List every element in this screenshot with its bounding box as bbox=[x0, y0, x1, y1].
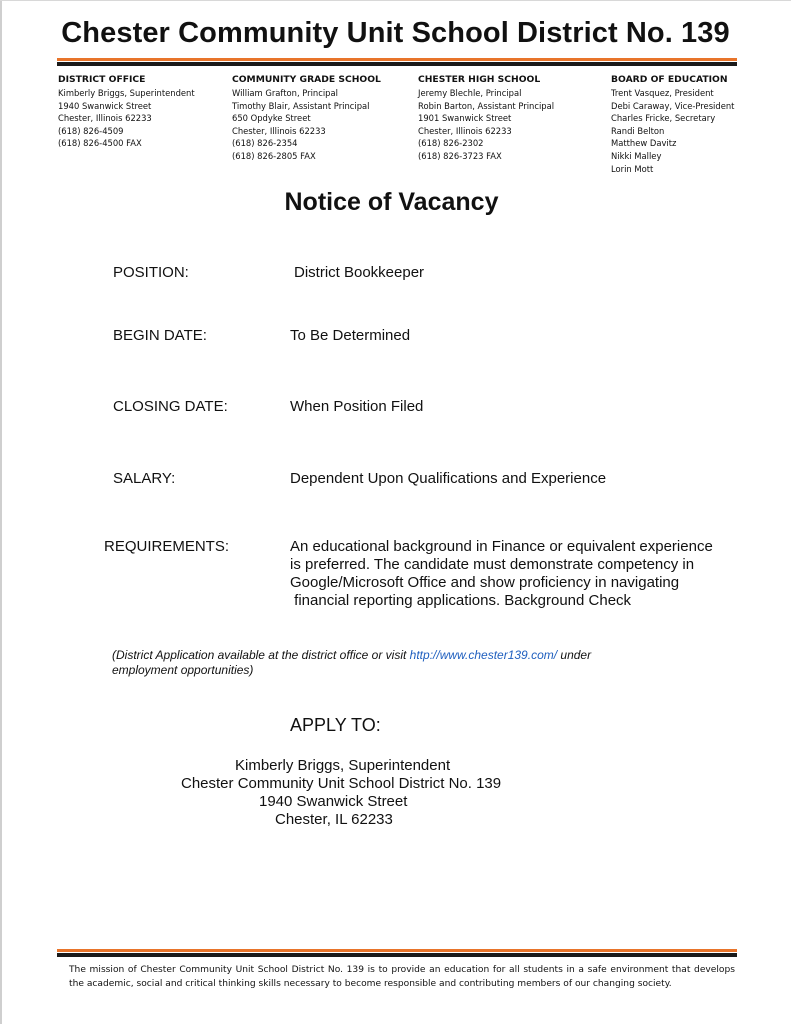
column-heading: DISTRICT OFFICE bbox=[58, 74, 146, 85]
note-line-2: employment opportunities) bbox=[112, 663, 254, 677]
column-line: Randi Belton bbox=[611, 125, 665, 136]
column-line: (618) 826-2354 bbox=[232, 138, 298, 149]
column-line: (618) 826-2302 bbox=[418, 138, 484, 149]
column-line: Kimberly Briggs, Superintendent bbox=[58, 88, 195, 98]
column-line: (618) 826-2805 FAX bbox=[232, 150, 316, 161]
apply-to-heading: APPLY TO: bbox=[290, 715, 381, 735]
column-heading: COMMUNITY GRADE SCHOOL bbox=[232, 74, 381, 85]
page-left-edge bbox=[0, 0, 2, 1024]
column-line: Chester, Illinois 62233 bbox=[58, 113, 152, 124]
position-value: District Bookkeeper bbox=[294, 264, 425, 281]
column-heading: BOARD OF EDUCATION bbox=[611, 74, 728, 85]
requirements-line: is preferred. The candidate must demonstrate competency in bbox=[290, 556, 695, 573]
column-line: 650 Opdyke Street bbox=[232, 113, 311, 124]
column-line: Charles Fricke, Secretary bbox=[611, 113, 716, 124]
column-line: Jeremy Blechle, Principal bbox=[418, 88, 522, 98]
column-line: (618) 826-4509 bbox=[58, 125, 124, 136]
apply-city: Chester, IL 62233 bbox=[275, 811, 393, 828]
apply-organization: Chester Community Unit School District No. 139 bbox=[181, 775, 502, 792]
requirements-line: An educational background in Finance or equivalent experience bbox=[290, 538, 713, 555]
district-office-column bbox=[58, 73, 195, 150]
closing-date-label: CLOSING DATE: bbox=[113, 398, 228, 415]
closing-date-value: When Position Filed bbox=[290, 398, 424, 415]
column-line: (618) 826-3723 FAX bbox=[418, 150, 502, 161]
position-label: POSITION: bbox=[113, 264, 189, 281]
column-line: Chester, Illinois 62233 bbox=[418, 125, 512, 136]
requirements-line: financial reporting applications. Background Check bbox=[290, 592, 632, 609]
column-line: William Grafton, Principal bbox=[232, 88, 338, 98]
begin-date-label: BEGIN DATE: bbox=[113, 327, 207, 344]
salary-value: Dependent Upon Qualifications and Experience bbox=[290, 470, 607, 487]
grade-school-column bbox=[232, 73, 381, 163]
apply-street: 1940 Swanwick Street bbox=[259, 793, 408, 810]
high-school-column bbox=[418, 73, 554, 163]
page-top-edge bbox=[0, 0, 791, 1]
requirements-label: REQUIREMENTS: bbox=[104, 538, 230, 555]
notice-title: Notice of Vacancy bbox=[284, 188, 499, 216]
column-line: Chester, Illinois 62233 bbox=[232, 125, 326, 136]
mission-statement: The mission of Chester Community Unit School District No. 139 is to provide an education for all students in a safe environment that develops the academic, social and critical thinking skills necessary to become responsible and contributing members of our changing society. bbox=[69, 965, 735, 989]
requirements-line: Google/Microsoft Office and show proficiency in navigating bbox=[290, 574, 680, 591]
footer-rule bbox=[57, 949, 737, 957]
board-of-education-column bbox=[611, 73, 734, 175]
column-line: Timothy Blair, Assistant Principal bbox=[232, 100, 370, 111]
note-prefix: (District Application available at the district office or visit bbox=[112, 648, 410, 662]
salary-label: SALARY: bbox=[113, 470, 176, 487]
column-line: 1901 Swanwick Street bbox=[418, 113, 512, 124]
column-line: 1940 Swanwick Street bbox=[58, 100, 152, 111]
column-line: Trent Vasquez, President bbox=[611, 88, 714, 98]
application-note bbox=[112, 648, 591, 678]
column-heading: CHESTER HIGH SCHOOL bbox=[418, 74, 541, 85]
header-rule bbox=[57, 58, 737, 66]
note-suffix: under bbox=[557, 648, 592, 662]
district-title: Chester Community Unit School District No. 139 bbox=[61, 17, 730, 49]
column-line: Lorin Mott bbox=[611, 163, 654, 174]
requirements-text bbox=[290, 538, 713, 610]
column-line: Robin Barton, Assistant Principal bbox=[418, 100, 555, 111]
column-line: (618) 826-4500 FAX bbox=[58, 138, 142, 149]
column-line: Matthew Davitz bbox=[611, 138, 677, 149]
column-line: Debi Caraway, Vice-President bbox=[611, 100, 735, 111]
begin-date-value: To Be Determined bbox=[290, 327, 411, 344]
district-website-link[interactable]: http://www.chester139.com/ bbox=[409, 648, 558, 662]
column-line: Nikki Malley bbox=[611, 150, 662, 161]
apply-name: Kimberly Briggs, Superintendent bbox=[235, 757, 451, 774]
